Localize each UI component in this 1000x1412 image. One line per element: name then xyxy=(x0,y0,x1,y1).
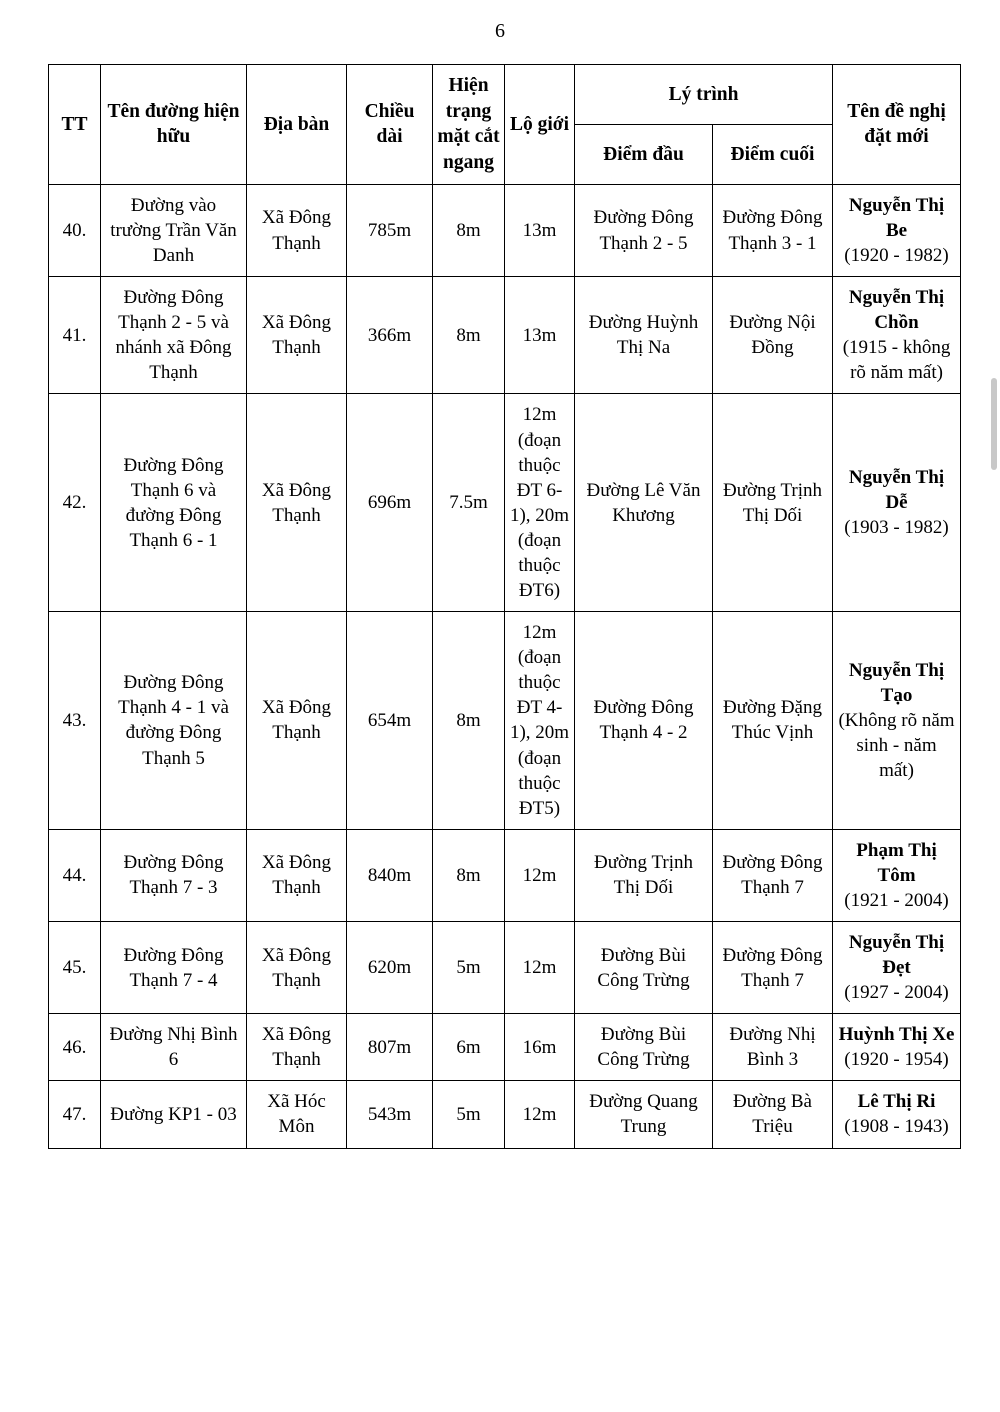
new-name-text: Nguyễn Thị Be xyxy=(848,194,945,242)
cell-lo-gioi: 13m xyxy=(505,277,575,394)
cell-existing-name: Đường Đông Thạnh 6 và đường Đông Thạnh 6 - 1 xyxy=(101,394,247,612)
cell-lo-gioi: 12m (đoạn thuộc ĐT 6-1), 20m (đoạn thuộc ĐT6) xyxy=(505,394,575,612)
cell-area: Xã Hóc Môn xyxy=(247,1081,347,1148)
cell-lo-gioi: 12m xyxy=(505,1081,575,1148)
cell-end-point: Đường Nhị Bình 3 xyxy=(713,1014,833,1081)
street-naming-table xyxy=(48,64,961,1149)
cell-cross-section: 8m xyxy=(433,277,505,394)
new-name-years: (1903 - 1982) xyxy=(844,517,949,539)
header-row-1 xyxy=(49,65,961,125)
cell-end-point: Đường Nội Đồng xyxy=(713,277,833,394)
cell-cross-section: 5m xyxy=(433,921,505,1013)
cell-length: 696m xyxy=(347,394,433,612)
header-end-point: Điểm cuối xyxy=(713,124,833,184)
cell-end-point: Đường Đặng Thúc Vịnh xyxy=(713,612,833,830)
cell-tt: 45. xyxy=(49,921,101,1013)
new-name-text: Nguyễn Thị Dễ xyxy=(848,467,945,514)
cell-length: 840m xyxy=(347,829,433,921)
cell-cross-section: 8m xyxy=(433,184,505,276)
new-name-years: (1920 - 1954) xyxy=(844,1049,949,1071)
header-tt: TT xyxy=(49,65,101,185)
cell-start-point: Đường Huỳnh Thị Na xyxy=(575,277,713,394)
cell-length: 620m xyxy=(347,921,433,1013)
new-name-text: Huỳnh Thị Xe xyxy=(838,1024,955,1046)
cell-end-point: Đường Trịnh Thị Dối xyxy=(713,394,833,612)
cell-existing-name: Đường vào trường Trần Văn Danh xyxy=(101,184,247,276)
table-row xyxy=(49,921,961,1013)
cell-end-point: Đường Đông Thạnh 7 xyxy=(713,829,833,921)
cell-new-name xyxy=(833,1014,961,1081)
cell-new-name xyxy=(833,277,961,394)
table-row xyxy=(49,277,961,394)
cell-existing-name: Đường Đông Thạnh 4 - 1 và đường Đông Thạnh 5 xyxy=(101,612,247,830)
table-row xyxy=(49,184,961,276)
cell-length: 366m xyxy=(347,277,433,394)
table-row xyxy=(49,1014,961,1081)
new-name-text: Lê Thị Ri xyxy=(857,1091,936,1113)
cell-end-point: Đường Đông Thạnh 3 - 1 xyxy=(713,184,833,276)
header-start-point: Điểm đầu xyxy=(575,124,713,184)
cell-lo-gioi: 12m xyxy=(505,829,575,921)
new-name-text: Phạm Thị Tôm xyxy=(856,839,937,886)
cell-lo-gioi: 12m xyxy=(505,921,575,1013)
header-existing-name: Tên đường hiện hữu xyxy=(101,65,247,185)
table-row xyxy=(49,612,961,830)
cell-area: Xã Đông Thạnh xyxy=(247,612,347,830)
cell-new-name xyxy=(833,612,961,830)
cell-cross-section: 5m xyxy=(433,1081,505,1148)
table-body xyxy=(49,184,961,1148)
table-row xyxy=(49,1081,961,1148)
table-row xyxy=(49,394,961,612)
table-header xyxy=(49,65,961,185)
cell-end-point: Đường Đông Thạnh 7 xyxy=(713,921,833,1013)
cell-start-point: Đường Bùi Công Trừng xyxy=(575,1014,713,1081)
new-name-years: (1908 - 1943) xyxy=(844,1116,949,1138)
cell-tt: 47. xyxy=(49,1081,101,1148)
cell-tt: 40. xyxy=(49,184,101,276)
cell-existing-name: Đường Nhị Bình 6 xyxy=(101,1014,247,1081)
cell-length: 785m xyxy=(347,184,433,276)
cell-start-point: Đường Đông Thạnh 4 - 2 xyxy=(575,612,713,830)
cell-cross-section: 7.5m xyxy=(433,394,505,612)
cell-length: 543m xyxy=(347,1081,433,1148)
new-name-text: Nguyễn Thị Tạo xyxy=(848,659,945,706)
cell-start-point: Đường Đông Thạnh 2 - 5 xyxy=(575,184,713,276)
cell-tt: 42. xyxy=(49,394,101,612)
header-cross-section: Hiện trạng mặt cắt ngang xyxy=(433,65,505,185)
cell-area: Xã Đông Thạnh xyxy=(247,1014,347,1081)
header-new-name: Tên đề nghị đặt mới xyxy=(833,65,961,185)
header-lo-gioi: Lộ giới xyxy=(505,65,575,185)
cell-existing-name: Đường Đông Thạnh 7 - 3 xyxy=(101,829,247,921)
new-name-years: (1927 - 2004) xyxy=(844,982,949,1004)
cell-area: Xã Đông Thạnh xyxy=(247,921,347,1013)
cell-start-point: Đường Trịnh Thị Dối xyxy=(575,829,713,921)
cell-length: 807m xyxy=(347,1014,433,1081)
cell-new-name xyxy=(833,829,961,921)
new-name-years: (1915 - không rõ năm mất) xyxy=(842,337,951,384)
cell-new-name xyxy=(833,921,961,1013)
header-length: Chiều dài xyxy=(347,65,433,185)
table-row xyxy=(49,829,961,921)
cell-existing-name: Đường KP1 - 03 xyxy=(101,1081,247,1148)
cell-existing-name: Đường Đông Thạnh 7 - 4 xyxy=(101,921,247,1013)
cell-area: Xã Đông Thạnh xyxy=(247,277,347,394)
table-container xyxy=(0,46,1000,1149)
cell-cross-section: 6m xyxy=(433,1014,505,1081)
cell-area: Xã Đông Thạnh xyxy=(247,829,347,921)
cell-lo-gioi: 13m xyxy=(505,184,575,276)
cell-tt: 46. xyxy=(49,1014,101,1081)
cell-new-name xyxy=(833,184,961,276)
cell-tt: 44. xyxy=(49,829,101,921)
cell-start-point: Đường Quang Trung xyxy=(575,1081,713,1148)
cell-start-point: Đường Lê Văn Khương xyxy=(575,394,713,612)
new-name-text: Nguyễn Thị Đẹt xyxy=(848,931,945,979)
cell-existing-name: Đường Đông Thạnh 2 - 5 và nhánh xã Đông Thạnh xyxy=(101,277,247,394)
cell-area: Xã Đông Thạnh xyxy=(247,184,347,276)
cell-new-name xyxy=(833,394,961,612)
cell-new-name xyxy=(833,1081,961,1148)
cell-lo-gioi: 12m (đoạn thuộc ĐT 4-1), 20m (đoạn thuộc ĐT5) xyxy=(505,612,575,830)
new-name-years: (1920 - 1982) xyxy=(844,245,949,267)
header-area: Địa bàn xyxy=(247,65,347,185)
scrollbar-thumb[interactable] xyxy=(991,378,997,470)
new-name-years: (1921 - 2004) xyxy=(844,889,949,911)
cell-start-point: Đường Bùi Công Trừng xyxy=(575,921,713,1013)
cell-tt: 43. xyxy=(49,612,101,830)
cell-length: 654m xyxy=(347,612,433,830)
cell-cross-section: 8m xyxy=(433,829,505,921)
page-number: 6 xyxy=(495,20,505,42)
cell-tt: 41. xyxy=(49,277,101,394)
cell-area: Xã Đông Thạnh xyxy=(247,394,347,612)
cell-end-point: Đường Bà Triệu xyxy=(713,1081,833,1148)
header-ly-trinh: Lý trình xyxy=(575,65,833,125)
new-name-text: Nguyễn Thị Chồn xyxy=(848,287,945,334)
cell-cross-section: 8m xyxy=(433,612,505,830)
cell-lo-gioi: 16m xyxy=(505,1014,575,1081)
new-name-years: (Không rõ năm sinh - năm mất) xyxy=(838,709,955,782)
